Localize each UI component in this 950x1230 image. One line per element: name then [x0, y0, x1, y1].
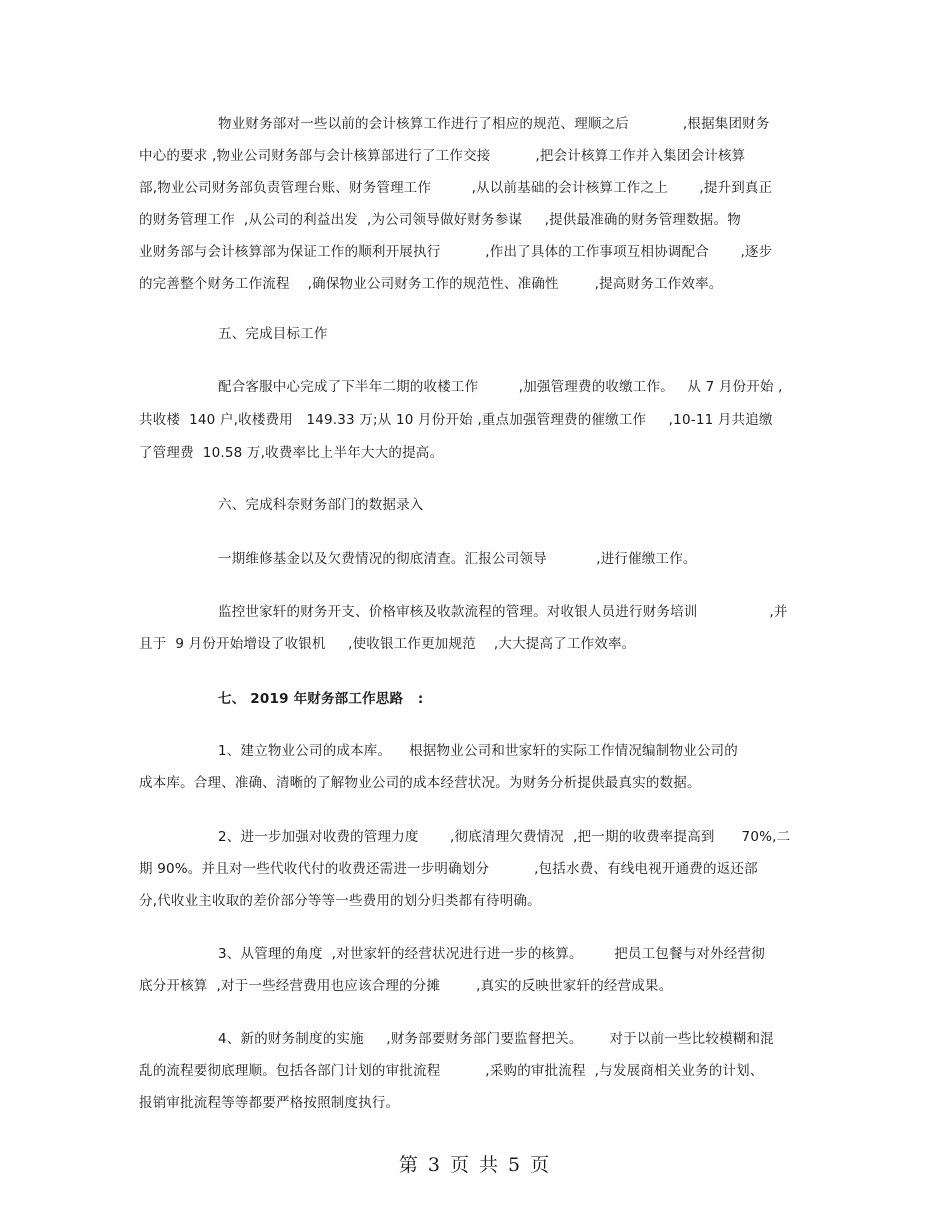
list-item-line: 底分开核算 ,对于一些经营费用也应该合理的分摊 ,真实的反映世家轩的经营成果。: [139, 978, 673, 994]
list-item-line: 报销审批流程等等都要严格按照制度执行。: [139, 1095, 400, 1111]
list-item-line: 成本库。合理、准确、清晰的了解物业公司的成本经营状况。为财务分析提供最真实的数据。: [139, 775, 701, 791]
section-heading: 六、完成科奈财务部门的数据录入: [218, 497, 424, 513]
paragraph-line: 且于 9 月份开始增设了收银机 ,使收银工作更加规范 ,大大提高了工作效率。: [139, 636, 636, 652]
list-item-line: 分,代收业主收取的差价部分等等一些费用的划分归类都有待明确。: [139, 893, 541, 909]
list-item-line: 乱的流程要彻底理顺。包括各部门计划的审批流程 ,采购的审批流程 ,与发展商相关业务的计划、: [139, 1063, 764, 1079]
paragraph-line: 中心的要求 ,物业公司财务部与会计核算部进行了工作交接 ,把会计核算工作并入集团会计核算: [139, 148, 746, 164]
section-heading: 五、完成目标工作: [218, 326, 328, 342]
section-heading: 七、 2019 年财务部工作思路 :: [218, 691, 424, 707]
paragraph-line: 配合客服中心完成了下半年二期的收楼工作 ,加强管理费的收缴工作。 从 7 月份开始 ,: [218, 379, 783, 395]
paragraph-line: 部,物业公司财务部负责管理台账、财务管理工作 ,从以前基础的会计核算工作之上 ,提升到真正: [139, 180, 773, 196]
paragraph-line: 共收楼 140 户,收楼费用 149.33 万;从 10 月份开始 ,重点加强管理费的催缴工作 ,10-11 月共追缴: [139, 412, 773, 428]
list-item-line: 2、进一步加强对收费的管理力度 ,彻底清理欠费情况 ,把一期的收费率提高到 70%,二: [218, 829, 791, 845]
page-number: 第 3 页 共 5 页: [398, 1154, 552, 1176]
paragraph-line: 了管理费 10.58 万,收费率比上半年大大的提高。: [139, 445, 444, 461]
paragraph-line: 监控世家轩的财务开支、价格审核及收款流程的管理。对收银人员进行财务培训 ,并: [218, 604, 788, 620]
list-item-line: 1、建立物业公司的成本库。 根据物业公司和世家轩的实际工作情况编制物业公司的: [218, 743, 738, 759]
paragraph-line: 物业财务部对一些以前的会计核算工作进行了相应的规范、理顺之后 ,根据集团财务: [218, 116, 770, 132]
list-item-line: 期 90%。并且对一些代收代付的收费还需进一步明确划分 ,包括水费、有线电视开通费的返还部: [139, 861, 758, 877]
paragraph-line: 的财务管理工作 ,从公司的利益出发 ,为公司领导做好财务参谋 ,提供最准确的财务管理数据。物: [139, 212, 741, 228]
paragraph-line: 业财务部与会计核算部为保证工作的顺利开展执行 ,作出了具体的工作事项互相协调配合 ,逐步: [139, 244, 773, 260]
paragraph-line: 一期维修基金以及欠费情况的彻底清查。汇报公司领导 ,进行催缴工作。: [218, 551, 697, 567]
paragraph-line: 的完善整个财务工作流程 ,确保物业公司财务工作的规范性、准确性 ,提高财务工作效率。: [139, 276, 723, 292]
list-item-line: 4、新的财务制度的实施 ,财务部要财务部门要监督把关。 对于以前一些比较模糊和混: [218, 1031, 774, 1047]
list-item-line: 3、从管理的角度 ,对世家轩的经营状况进行进一步的核算。 把员工包餐与对外经营彻: [218, 946, 765, 962]
